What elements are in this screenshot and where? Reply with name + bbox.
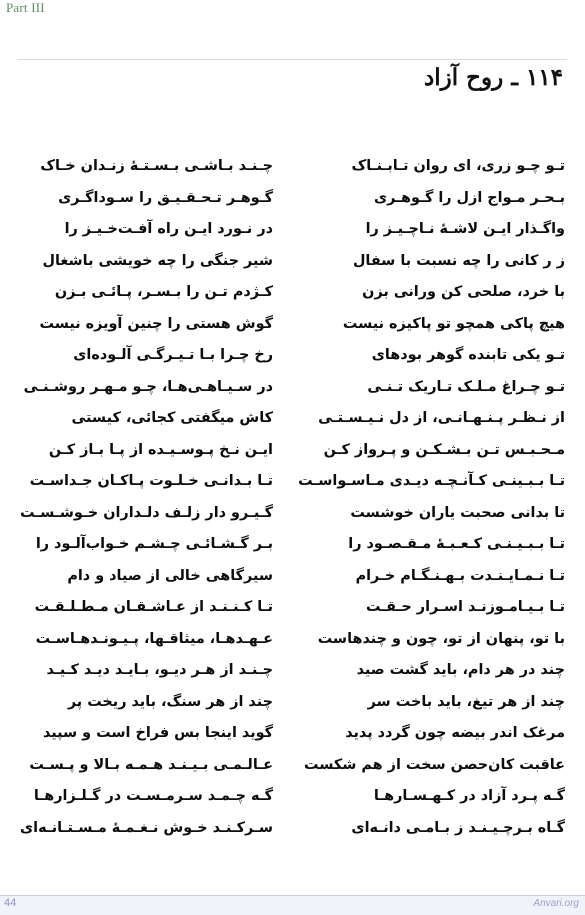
verse-line: گوید اینجا بس فراخ است و سپید [42,725,273,741]
verse-line: گـه چـمـد سـرمـسـت در گـلـزارهـا [33,788,273,804]
poem-right-column [298,151,565,844]
verse-line: گـوهـر تـحـقـیـق را سـوداگـری [58,189,273,206]
verse-line: واگـذار ایـن لاشـهٔ نـاچـیـز را [365,221,565,237]
verse-line: تـو چـو زری، ای روان تـابـنـاک [351,158,565,174]
part-label: Part III [6,0,45,15]
verse-line: گوش هستی را چنین آویزه نیست [39,315,273,332]
page-footer [0,895,585,915]
verse-line: چند در هر دام، باید گشت صید [356,662,565,678]
verse-line: کـژدم تـن را بـسـر، پـائـی بـزن [54,284,273,300]
verse-line: بـر گـشـائـی چـشـم خـواب‌آلـود را [35,536,273,552]
verse-line: رخ چـرا بـا تـیـرگـی آلـوده‌ای [73,347,273,363]
verse-line: ز ر کانی را چه نسبت با سفال [352,252,565,269]
verse-line: عاقبت کان‌حصن سخت از هم شکست [303,756,565,773]
verse-line: سیرگاهی خالی از صیاد و دام [67,567,273,584]
verse-line: عـهـدهـا، میثاقـها، پـیـونـدهـاسـت [35,630,273,647]
verse-line: از نـظـر پـنـهـانـی، از دل نـیـسـتـی [318,410,565,426]
poem-title: ۱۱۴ ـ روح آزاد [423,64,563,91]
verse-line: تـو یکی تابنده گوهر بودهای [371,347,565,363]
verse-line: سـرکـنـد خـوش نـغـمـهٔ مـسـتـانـه‌ای [19,819,273,836]
verse-line: چند از هر تیغ، باید باخت سر [367,693,565,710]
verse-line: گـیـرو دار زلـف دلـداران خـوشـسـت [20,504,273,521]
verse-line: چند از هر سنگ، باید ریخت پر [67,693,273,710]
poem-left-column [19,151,273,844]
verse-line: با تو، پنهان از تو، چون و چندهاست [317,630,565,647]
verse-line: مـحـبـس تـن بـشـکـن و پـرواز کـن [323,441,565,458]
verse-line: تـا بـبـیـنـی کـعـبـهٔ مـقـصـود را [348,536,565,552]
verse-line: تـا نـمـایـنـدت بـهـنـگـام خـرام [355,567,565,584]
verse-line: تـا کـنـنـد از عـاشـقـان مـطـلـقـت [34,599,273,615]
header-divider [18,59,567,60]
verse-line: گـاه بـرچـیـنـد ز بـامـی دانـه‌ای [351,819,565,836]
site-watermark: Anvari.org [533,898,579,909]
verse-line: هیچ پاکی همچو تو پاکیزه نیست [342,315,565,332]
verse-line: تـو چـراغ مـلـک تـاریک تـنـی [367,378,565,395]
verse-line: در سـیـاهـی‌هـا، چـو مـهـر روشـنـی [23,378,273,395]
verse-line: تـا بـیـامـوزنـد اسـرار حـقـت [365,599,565,615]
verse-line: در نـورد ایـن راه آفـت‌خـیـز را [64,221,273,237]
verse-line: چـنـد بـاشـی بـسـتـهٔ زنـدان خـاک [40,158,273,174]
verse-line: ایـن نـخ پـوسـیـده از پـا بـاز کـن [48,441,273,458]
verse-line: تا بدانی صحبت یاران خوشست [350,504,565,521]
verse-line: تـا بـبـینـی کـآنـچـه دیـدی مـاسـواسـت [298,473,565,489]
verse-line: با خرد، صلحی کن ورانی بزن [362,284,565,300]
verse-line: شیر جنگی را چه خویشی باشغال [42,252,273,269]
verse-line: گـه پـرد آزاد در کـهـسـارهـا [373,788,565,804]
verse-line: عـالـمـی بـیـنـد هـمـه بـالا و پـسـت [29,756,273,773]
page-number: 44 [4,897,17,909]
verse-line: بـحـر مـواج ازل را گـوهـری [373,189,565,206]
verse-line: تـا بـدانـی خـلـوت پـاکـان جـداسـت [29,473,273,489]
verse-line: چـنـد از هـر دیـو، بـایـد دیـد کـیـد [46,662,273,678]
verse-line: مرغک اندر بیضه چون گردد پدید [345,725,565,741]
verse-line: کاش میگفتی کجائی، کیستی [71,410,273,426]
